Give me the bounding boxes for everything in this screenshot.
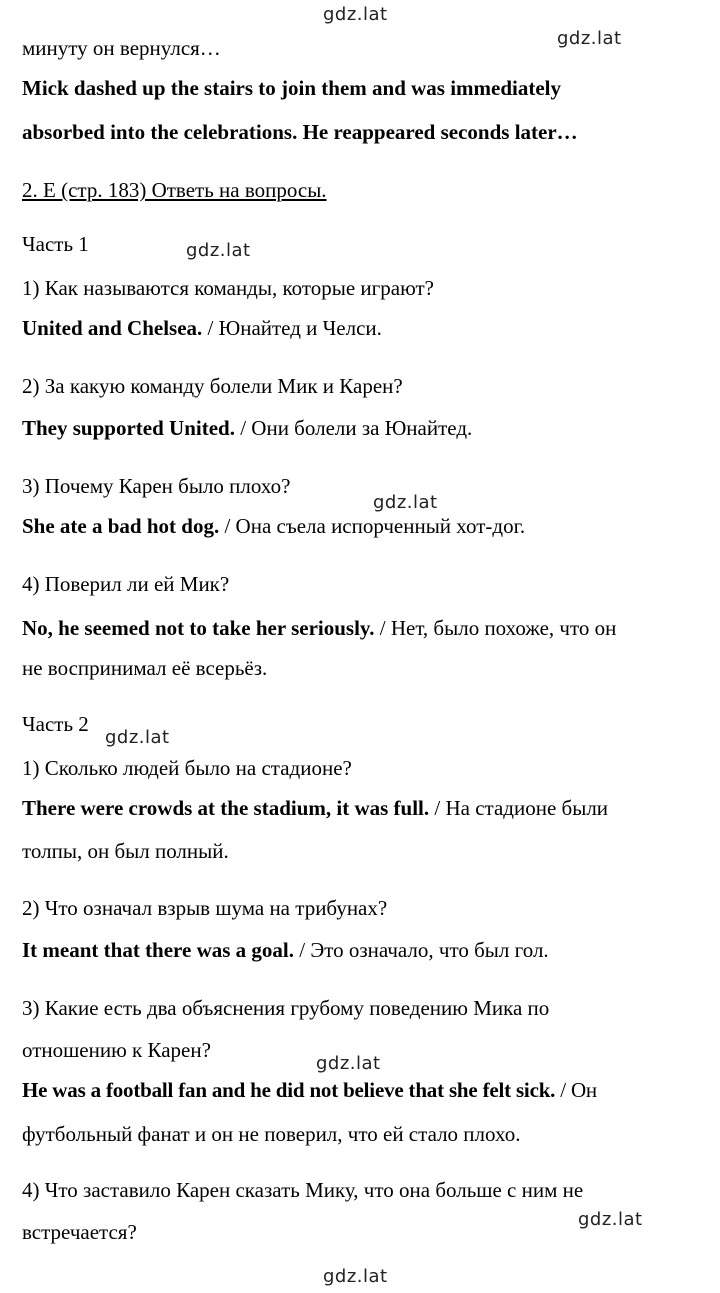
text-line: absorbed into the celebrations. He reappeared seconds later… [22,120,578,144]
question-continuation: встречается? [22,1220,137,1244]
text-line: минуту он вернулся… [22,36,221,60]
answer-russian: / Она съела испорченный хот-дог. [219,514,526,538]
question-continuation: отношению к Карен? [22,1038,211,1062]
answer [22,798,608,819]
question: 3) Какие есть два объяснения грубому поведению Мика по [22,996,550,1020]
answer-english: He was a football fan and he did not believe that she felt sick. [22,1078,556,1102]
answer [22,318,382,339]
answer-continuation: не воспринимал её всерьёз. [22,656,268,680]
answer-russian: / Нет, было похоже, что он [374,616,617,640]
answer-english: No, he seemed not to take her seriously. [22,616,375,640]
question: 2) Что означал взрыв шума на трибунах? [22,896,388,920]
text-line: Mick dashed up the stairs to join them and was immediately [22,76,562,100]
answer-english: It meant that there was a goal. [22,938,294,962]
question: 1) Как называются команды, которые играют? [22,276,435,300]
answer-russian: / Он [555,1078,597,1102]
answer [22,618,616,639]
answer [22,418,472,439]
answer-english: There were crowds at the stadium, it was full. [22,796,430,820]
task-heading: 2. E (стр. 183) Ответь на вопросы. [22,178,327,202]
answer-english: She ate a bad hot dog. [22,514,220,538]
section-heading: Часть 1 [22,232,89,256]
answer [22,940,549,961]
answer-continuation: толпы, он был полный. [22,839,229,863]
watermark: gdz.lat [578,1209,643,1230]
answer-english: They supported United. [22,416,235,440]
answer-russian: / Юнайтед и Челси. [202,316,382,340]
question: 4) Поверил ли ей Мик? [22,572,230,596]
question: 1) Сколько людей было на стадионе? [22,756,352,780]
watermark: gdz.lat [186,240,251,261]
watermark: gdz.lat [105,727,170,748]
answer [22,1080,597,1101]
question: 4) Что заставило Карен сказать Мику, что она больше с ним не [22,1178,584,1202]
question: 3) Почему Карен было плохо? [22,474,291,498]
answer-continuation: футбольный фанат и он не поверил, что ей стало плохо. [22,1122,521,1146]
answer-russian: / Это означало, что был гол. [294,938,549,962]
answer-english: United and Chelsea. [22,316,203,340]
watermark: gdz.lat [323,1266,388,1287]
watermark: gdz.lat [557,28,622,49]
watermark: gdz.lat [373,492,438,513]
answer-russian: / Они болели за Юнайтед. [234,416,473,440]
watermark: gdz.lat [323,4,388,25]
answer [22,516,525,537]
watermark: gdz.lat [316,1053,381,1074]
section-heading: Часть 2 [22,712,89,736]
question: 2) За какую команду болели Мик и Карен? [22,374,403,398]
answer-russian: / На стадионе были [429,796,609,820]
